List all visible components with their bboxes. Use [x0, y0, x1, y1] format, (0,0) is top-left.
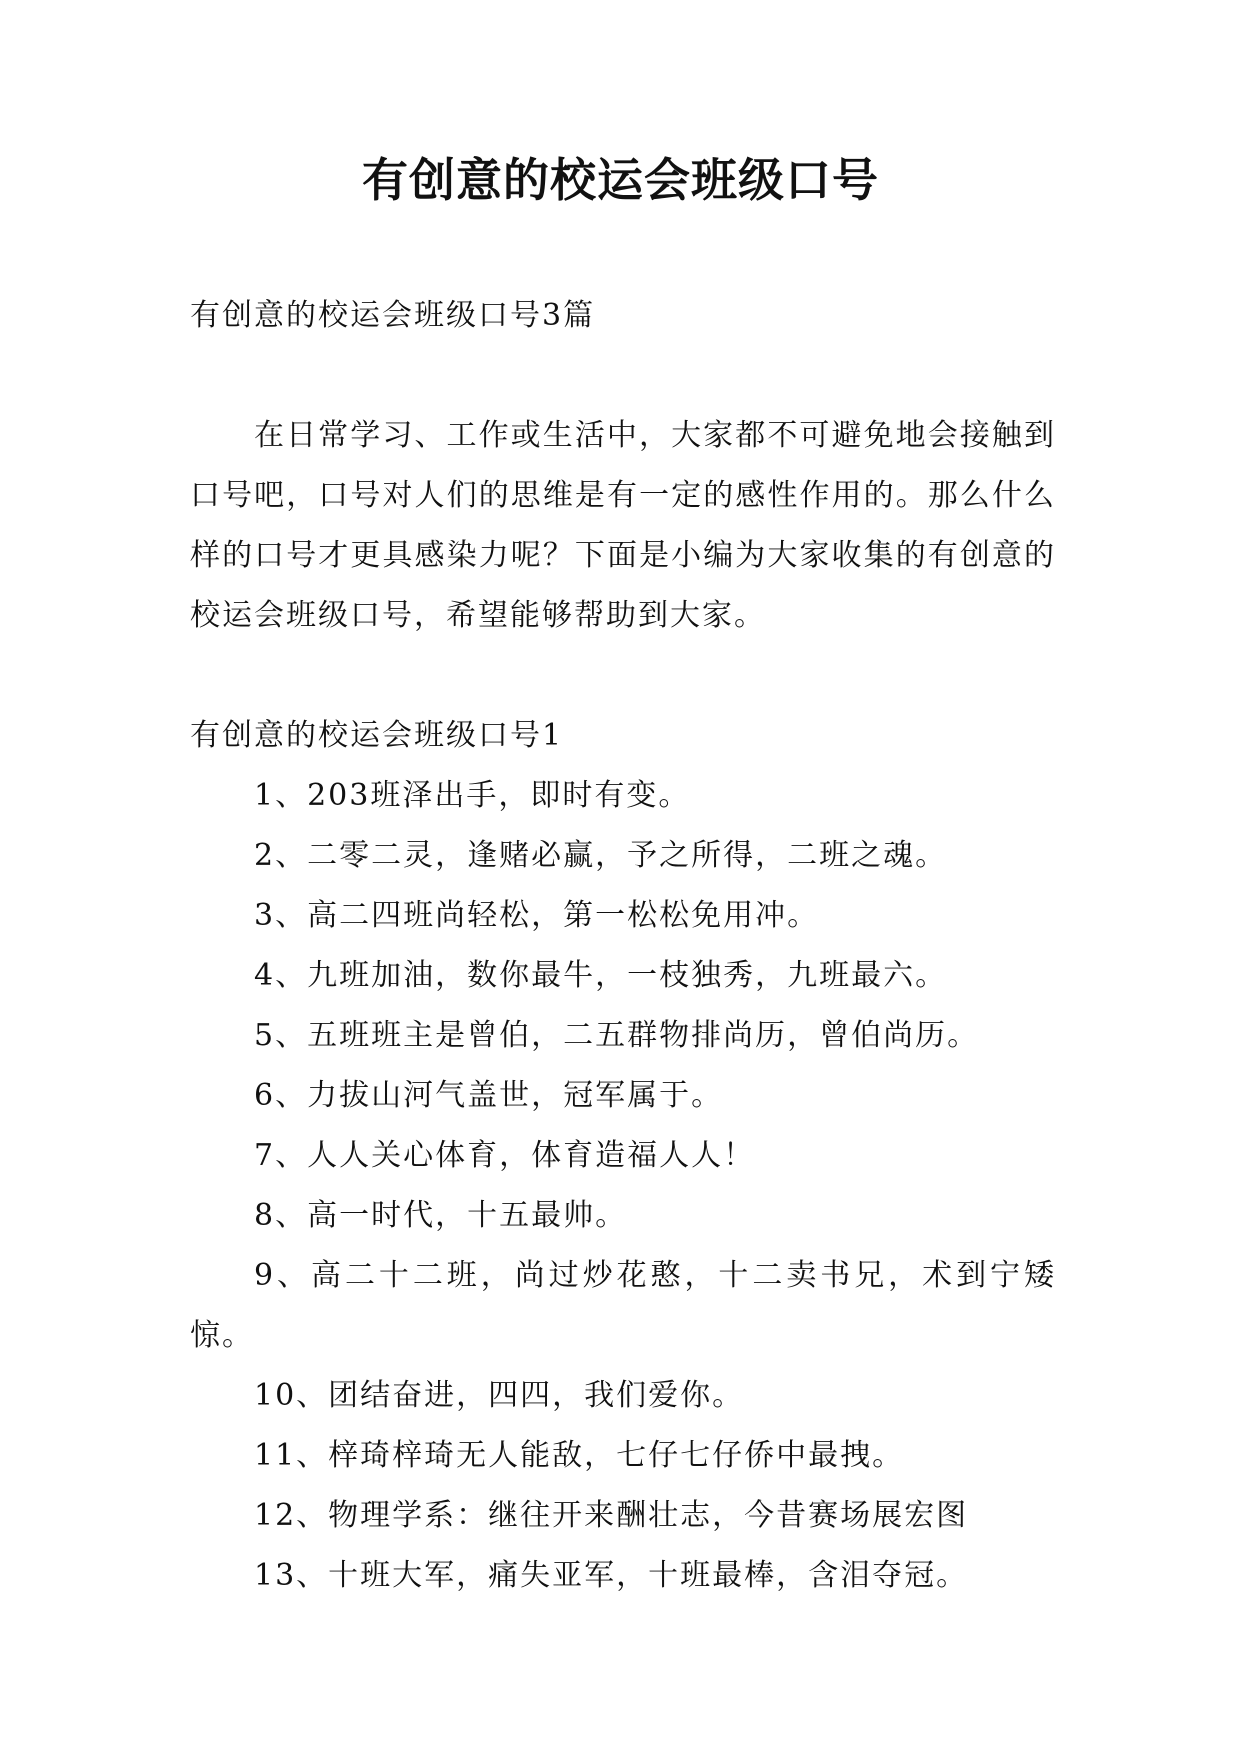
list-item: 3、高二四班尚轻松，第一松松免用冲。 [254, 898, 820, 933]
list-item: 11、梓琦梓琦无人能敌，七仔七仔侨中最拽。 [254, 1438, 905, 1473]
document-subtitle: 有创意的校运会班级口号3篇 [190, 298, 596, 333]
list-item: 7、人人关心体育，体育造福人人！ [254, 1138, 756, 1173]
list-item: 1、203班泽出手，即时有变。 [254, 778, 691, 813]
list-item: 8、高一时代，十五最帅。 [254, 1198, 628, 1233]
list-item: 2、二零二灵，逢赌必赢，予之所得，二班之魂。 [254, 838, 948, 873]
section-heading: 有创意的校运会班级口号1 [190, 718, 564, 753]
intro-paragraph: 在日常学习、工作或生活中，大家都不可避免地会接触到口号吧，口号对人们的思维是有一定的感性作用的。那么什么样的口号才更具感染力呢？下面是小编为大家收集的有创意的校运会班级口号，希望能够帮助到大家。 [190, 418, 1056, 633]
list-item: 10、团结奋进，四四，我们爱你。 [254, 1378, 745, 1413]
list-item: 4、九班加油，数你最牛，一枝独秀，九班最六。 [254, 958, 948, 993]
list-item: 12、物理学系：继往开来酬壮志，今昔赛场展宏图 [254, 1498, 969, 1533]
list-item: 9、高二十二班，尚过炒花憨，十二卖书兄，术到宁矮惊。 [190, 1258, 1056, 1353]
list-item: 5、五班班主是曾伯，二五群物排尚历，曾伯尚历。 [254, 1018, 980, 1053]
document-body [190, 286, 1056, 1606]
slogan-list [190, 766, 1056, 1606]
document-title: 有创意的校运会班级口号 [362, 153, 879, 207]
list-item: 6、力拔山河气盖世，冠军属于。 [254, 1078, 724, 1113]
list-item: 13、十班大军，痛失亚军，十班最棒，含泪夺冠。 [254, 1558, 969, 1593]
